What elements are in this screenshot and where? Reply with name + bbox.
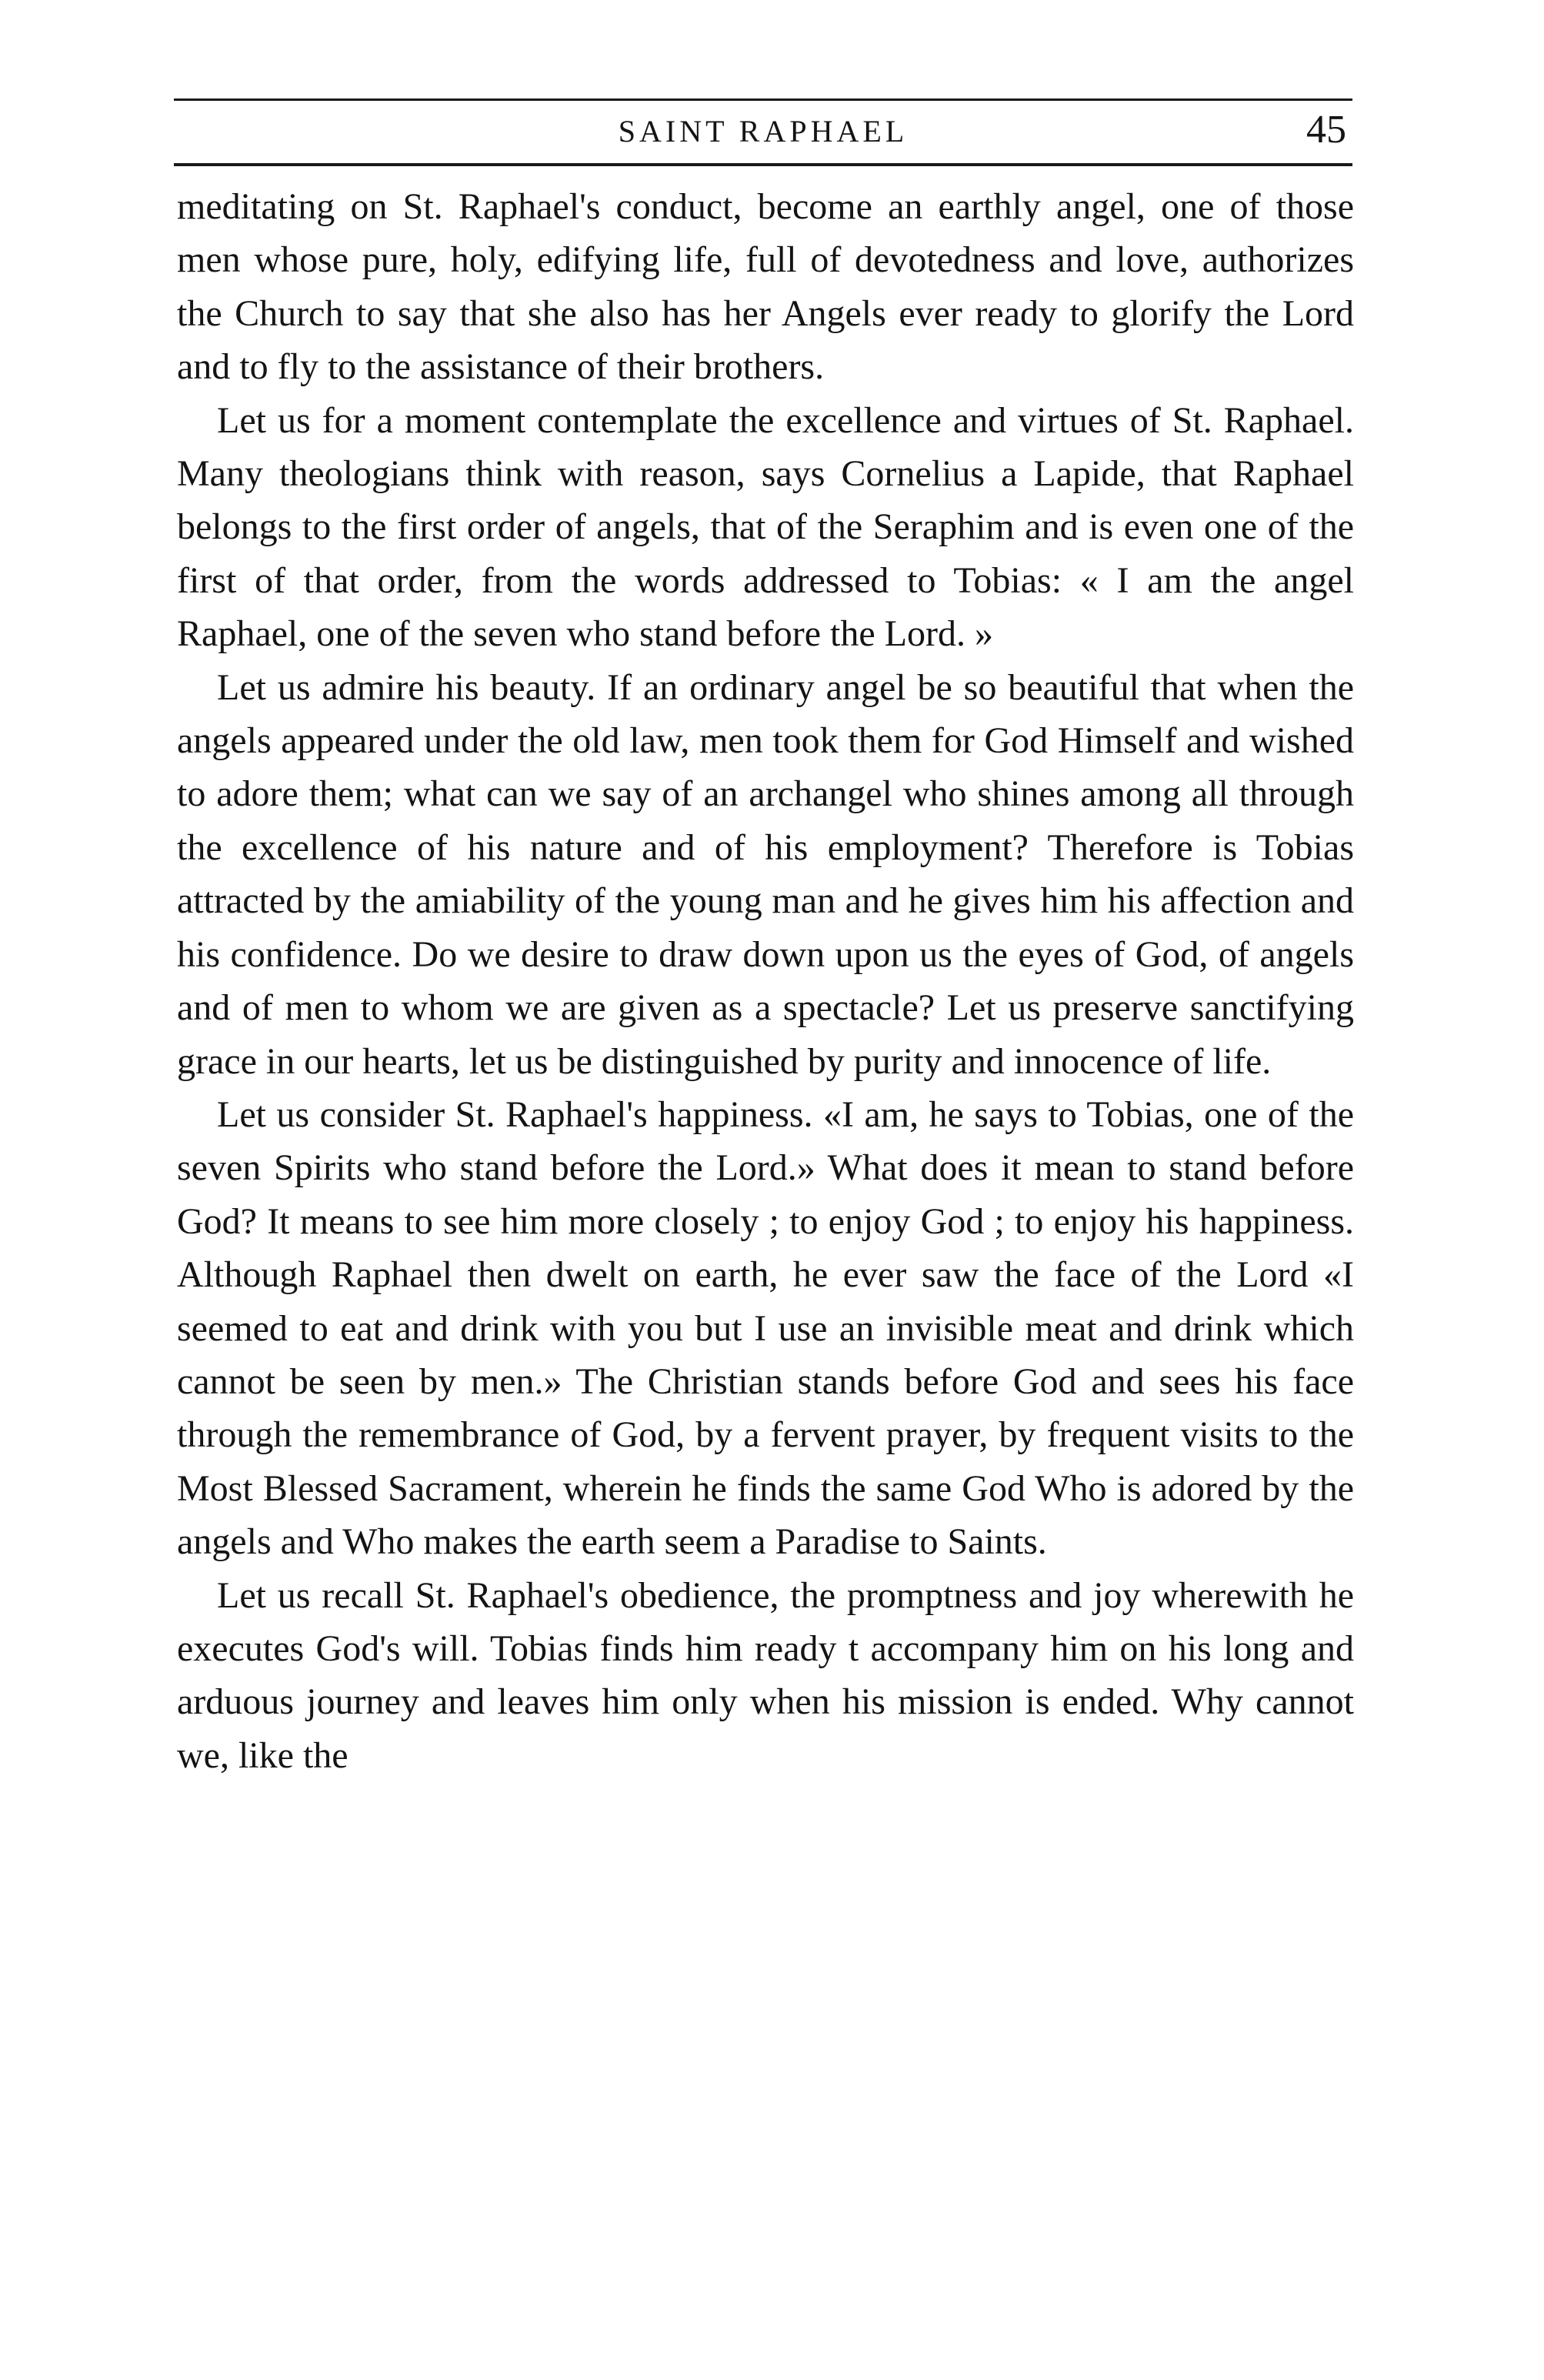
paragraph: Let us admire his beauty. If an ordinary angel be so beautiful that when the angels appeared under the old law, men took them for God Himself and wished to adore them; what can we say of an archangel who shines among all through the excellence of his nature and of his employment? Therefore is Tobias attracted by the amiability of the young man and he gives him his affection and his confidence. Do we desire to draw down upon us the eyes of God, of angels and of men to whom we are given as a spectacle? Let us preserve sanctifying grace in our hearts, let us be distinguished by purity and innocence of life. (177, 666, 1354, 1082)
body-text (177, 180, 1354, 1782)
paragraph: Let us for a moment contemplate the excellence and virtues of St. Raphael. Many theologians think with reason, says Cornelius a Lapide, that Raphael belongs to the first order of angels, that of the Seraphim and is even one of the first of that order, from the words addressed to Tobias: « I am the angel Raphael, one of the seven who stand before the Lord. » (177, 399, 1354, 655)
running-title: SAINT RAPHAEL (618, 114, 909, 149)
header-rule-bottom (174, 163, 1352, 166)
page-number: 45 (1306, 108, 1346, 152)
paragraph: meditating on St. Raphael's conduct, become an earthly angel, one of those men whose pure, holy, edifying life, full of devotedness and love, authorizes the Church to say that she also has her Angels ever ready to glorify the Lord and to fly to the assistance of their brothers. (177, 186, 1354, 388)
running-head (174, 103, 1352, 157)
paragraph: Let us recall St. Raphael's obedience, the promptness and joy wherewith he executes God's will. Tobias finds him ready t accompany him on his long and arduous journey and leaves him only when his mission is ended. Why cannot we, like the (177, 1574, 1354, 1776)
header-rule-top (174, 98, 1352, 101)
paragraph: Let us consider St. Raphael's happiness. «I am, he says to Tobias, one of the seven Spirits who stand before the Lord.» What does it mean to stand before God? It means to see him more closely ; to enjoy God ; to enjoy his happiness. Although Raphael then dwelt on earth, he ever saw the face of the Lord «I seemed to eat and drink with you but I use an invisible meat and drink which cannot be seen by men.» The Christian stands before God and sees his face through the remembrance of God, by a fervent prayer, by frequent visits to the Most Blessed Sacrament, wherein he finds the same God Who is adored by the angels and Who makes the earth seem a Paradise to Saints. (177, 1093, 1354, 1563)
